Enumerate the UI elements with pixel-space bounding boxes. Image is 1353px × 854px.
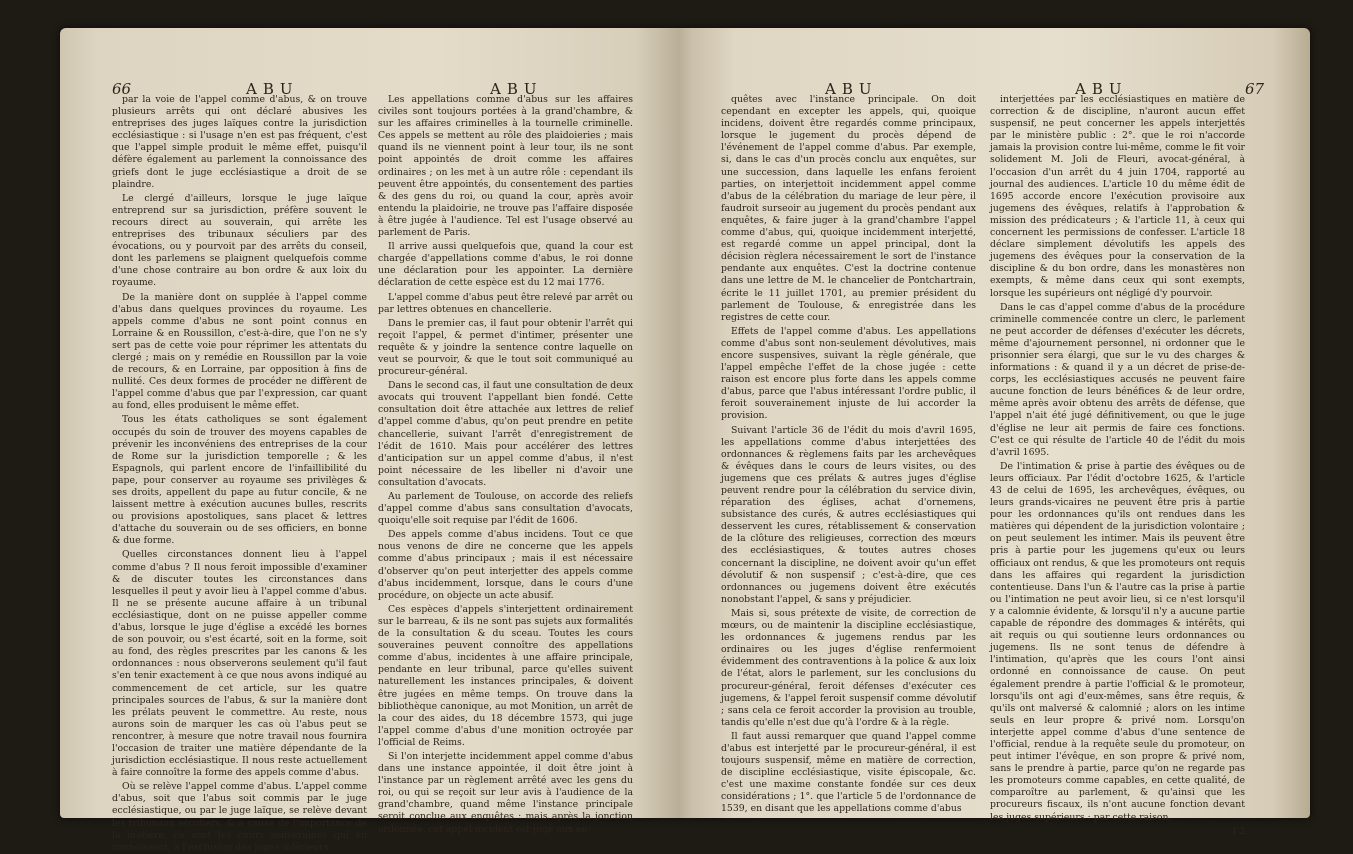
paragraph: Il faut aussi remarquer que quand l'appel comme d'abus est interjetté par le procureur-général, il est toujours suspensif, même en matière de correction, de discipline ecclésiastique, visite épiscopale, &c. c'est une maxime constante fondée sur ces deux considérations ; 1°. que l'article 5 de l'ordonnance de 1539, en disant que les appellations comme d'abus (721, 730, 976, 815)
paragraph: Au parlement de Toulouse, on accorde des reliefs d'appel comme d'abus sans consultation d'avocats, quoiqu'elle soit requise par l'édit de 1606. (378, 491, 633, 527)
right-headword-1: ABU (825, 80, 878, 98)
paragraph: Quelles circonstances donnent lieu à l'appel comme d'abus ? Il nous feroit impossible d'examiner & de discuter toutes les circonstances dans lesquelles il peut y avoir lieu à l'appel comme d'abus. Il ne se présente aucune affaire à un tribunal ecclésiastique, dont on ne puisse appeller comme d'abus, lorsque le juge d'église a excédé les bornes de son pouvoir, ou s'est écarté, soit en la forme, soit au fond, des règles prescrites par les canons & les ordonnances : nous observerons seulement qu'il faut s'en tenir exactement à ce que nous avons indiqué au commencement de cet article, sur les quatre principales sources de l'abus, & sur la manière dont les prélats peuvent le commettre. Au reste, nous aurons soin de marquer les cas où l'abus peut se rencontrer, à mesure que notre travail nous fournira l'occasion de traiter une matière dépendante de la jurisdiction ecclésiastique. Il nous reste actuellement à faire connoître la forme des appels comme d'abus. (112, 549, 367, 779)
paragraph: Ces espèces d'appels s'interjettent ordinairement sur le barreau, & ils ne sont pas sujets aux formalités de la consultation & du sceau. Toutes les cours souveraines peuvent connoître des appellations comme d'abus, incidentes à une affaire principale, pendante en leur tribunal, parce qu'elles suivent naturellement les instances principales, & doivent être jugées en même temps. On trouve dans la bibliothèque canonique, au mot Monition, un arrêt de la cour des aides, du 18 décembre 1573, qui juge l'appel comme d'abus d'une monition octroyée par l'official de Reims. (378, 603, 633, 748)
paragraph: Où se relève l'appel comme d'abus. L'appel comme d'abus, soit que l'abus soit commis par le juge ecclésiastique, ou par le juge laïque, se relève devant les tribunaux séculiers, & à cause de l'importance de la matière, ce sont les cours souveraines qui en connoissent, à l'exclusion des juges inférieurs. (112, 781, 367, 853)
left-headword-2: ABU (490, 80, 543, 98)
left-headword-1: ABU (246, 80, 299, 98)
signature-mark: I 2 (1232, 825, 1245, 837)
left-column-1 (112, 94, 367, 853)
left-column-2 (378, 94, 633, 835)
right-headword-2: ABU (1075, 80, 1128, 98)
paragraph: par la voie de l'appel comme d'abus, & on trouve plusieurs arrêts qui ont déclaré abusives les entreprises des juges laïques contre la jurisdiction ecclésiastique : si l'usage n'en est pas fréquent, c'est que l'appel simple produit le même effet, puisqu'il défère également au parlement la connoissance des griefs dont le juge ecclésiastique a droit de se plaindre. (112, 94, 367, 190)
right-page-number: 67 (1245, 80, 1265, 98)
right-page (685, 28, 1300, 837)
paragraph: L'appel comme d'abus peut être relevé par arrêt ou par lettres obtenues en chancellerie. (378, 291, 633, 315)
left-page (60, 28, 675, 853)
paragraph: Dans le second cas, il faut une consultation de deux avocats qui trouvent l'appellant bien fondé. Cette consultation doit être attachée aux lettres de relief d'appel comme d'abus, qu'on peut prendre en petite chancellerie, suivant l'arrêt d'enregistrement de l'édit de 1610. Mais pour accélérer des lettres d'anticipation sur un appel comme d'abus, il n'est point nécessaire de les libeller ni d'avoir une consultation d'avocats. (378, 380, 633, 488)
paragraph: Dans le premier cas, il faut pour obtenir l'arrêt qui reçoit l'appel, & permet d'intimer, présenter une requête & y joindre la sentence contre laquelle on veut se pourvoir, & que le tout soit communiqué au procureur-général. (378, 317, 633, 378)
paragraph: Effets de l'appel comme d'abus. Les appellations comme d'abus sont non-seulement dévolutives, mais encore suspensives, suivant la règle générale, que l'appel empêche l'effet de la chose jugée : cette raison est encore plus forte dans les appels comme d'abus, parce que l'abus intéressant l'ordre public, il feroit souverainement injuste de lui accorder la provision. (721, 325, 976, 422)
left-page-number: 66 (112, 80, 132, 98)
paragraph: Tous les états catholiques se sont également occupés du soin de trouver des moyens capables de prévenir les inconvéniens des entreprises de la cour de Rome sur la jurisdiction temporelle ; & les Espagnols, qui parlent encore de l'infaillibilité du pape, pour conserver au royaume ses privilèges & ses droits, appellent du pape au futur concile, & ne laissent mettre à exécution aucunes bulles, rescrits ou provisions apostoliques, sans placet & lettres d'attache du souverain ou de ses officiers, en bonne & due forme. (112, 414, 367, 547)
paragraph: Le clergé d'ailleurs, lorsque le juge laïque entreprend sur sa jurisdiction, préfère souvent le recours direct au souverain, qui arrête les entreprises des tribunaux séculiers par des évocations, ou y pourvoit par des arrêts du conseil, dont les parlemens se plaignent quelquefois comme d'une chose contraire au bon ordre & aux loix du royaume. (112, 192, 367, 289)
paragraph: Mais si, sous prétexte de visite, de correction de mœurs, ou de maintenir la discipline ecclésiastique, les ordonnances & jugemens rendus par les ordinaires ou les juges d'église renfermoient évidemment des contraventions à la police & aux loix de l'état, alors le parlement, sur les conclusions du procureur-général, feroit défenses d'exécuter ces jugemens, & l'appel feroit suspensif comme dévolutif ; sans cela ce feroit accorder la provision au trouble, tandis qu'elle n'est due qu'à l'ordre & à la règle. (721, 607, 976, 728)
paragraph: quêtes avec l'instance principale. On doit cependant en excepter les appels, qui, quoique incidens, doivent être regardés comme principaux, lorsque le jugement du procès dépend de l'événement de l'appel comme d'abus. Par exemple, si, dans le cas d'un procès conclu aux enquêtes, sur une succession, dans laquelle les enfans feroient parties, on interjettoit incidemment appel comme d'abus de la célébration du mariage de leur père, il faudroit surseoir au jugement du procès pendant aux enquêtes, & faire juger à la grand'chambre l'appel comme d'abus, qui, quoique incidemment interjetté, est regardé comme un appel principal, dont la décision règlera nécessairement le sort de l'instance pendante aux enquêtes. C'est la doctrine contenue dans une lettre de M. le chancelier de Pontchartrain, écrite le 11 juillet 1701, au premier président du parlement de Toulouse, & enregistrée dans les registres de cette cour. (721, 94, 976, 323)
paragraph: Les appellations comme d'abus sur les affaires civiles sont toujours portées à la grand'chambre, & sur les affaires criminelles à la tournelle criminelle. Ces appels se mettent au rôle des plaidoieries ; mais quand ils ne viennent point à leur tour, ils ne sont point appointés de droit comme les affaires ordinaires ; on les met à un autre rôle : cependant ils peuvent être appointés, du consentement des parties & des gens du roi, ou quand la cour, après avoir entendu la plaidoirie, ne trouve pas l'affaire disposée à être jugée à l'audience. Tel est l'usage observé au parlement de Paris. (378, 94, 633, 239)
open-book (60, 28, 1310, 853)
paragraph: Il arrive aussi quelquefois que, quand la cour est chargée d'appellations comme d'abus, le roi donne une déclaration pour les appointer. La dernière déclaration de cette espèce est du 12 mai 1776. (378, 241, 633, 289)
paragraph: De l'intimation & prise à partie des évêques ou de leurs officiaux. Par l'édit d'octobre 1625, & l'article 43 de celui de 1695, les archevêques, évêques, ou leurs grands-vicaires ne peuvent être pris à partie pour les ordonnances qu'ils ont rendues dans les matières qui dépendent de la jurisdiction volontaire ; on peut seulement les intimer. Mais ils peuvent être pris à partie pour les jugemens qu'eux ou leurs officiaux ont rendus, & que les promoteurs ont requis dans les affaires qui regardent la jurisdiction contentieuse. Dans l'un & l'autre cas la prise à partie ou l'intimation ne peut avoir lieu, si ce n'est lorsqu'il y a calomnie évidente, & lorsqu'il n'y a aucune partie capable de répondre des dommages & intérêts, qui ait requis ou qui soutienne leurs ordonnances ou jugemens. Ils ne sont tenus de défendre à l'intimation, qu'après que les cours l'ont ainsi ordonné en connoissance de cause. On peut également prendre à partie l'official & le promoteur, lorsqu'ils ont agi d'eux-mêmes, sans être requis, & qu'ils ont malversé & calomnié ; alors on les intime seuls en leur propre & privé nom. Lorsqu'on interjette appel comme d'abus d'une sentence de l'official, rendue à la requête seule du promoteur, on peut intimer l'évêque, en son propre & privé nom, sans le prendre à partie, parce qu'on ne regarde pas les promoteurs comme capables, en cette qualité, de comparoître au parlement, & qu'ainsi que les procureurs fiscaux, ils n'ont aucune fonction devant les juges supérieurs : par cette raison, (990, 460, 1245, 823)
right-column-2 (990, 94, 1245, 837)
paragraph: Dans le cas d'appel comme d'abus de la procédure criminelle commencée contre un clerc, le parlement ne peut accorder de défenses d'exécuter les décrets, même d'ajournement personnel, ni ordonner que le prisonnier sera élargi, que sur le vu des charges & informations : & quand il y a un décret de prise-de-corps, les ecclésiastiques accusés ne peuvent faire aucune fonction de leurs bénéfices & de leur ordre, même après avoir obtenu des arrêts de défense, que l'appel n'ait été jugé définitivement, ou que le juge d'église ne leur ait permis de faire ces fonctions. C'est ce qui résulte de l'article 40 de l'édit du mois d'avril 1695. (990, 301, 1245, 458)
right-column-1 (721, 94, 976, 814)
paragraph: Des appels comme d'abus incidens. Tout ce que nous venons de dire ne concerne que les appels comme d'abus principaux ; mais il est nécessaire d'observer qu'on peut interjetter des appels comme d'abus incidemment, lorsque, dans le cours d'une procédure, on objecte un acte abusif. (378, 529, 633, 601)
paragraph: Si l'on interjette incidemment appel comme d'abus dans une instance appointée, il doit être joint à l'instance par un règlement arrêté avec les gens du roi, ou qui se reçoit sur leur avis à l'audience de la grand'chambre, quand même l'instance principale seroit conclue aux enquêtes : mais après la jonction ordonnée, cet appel incident est jugé aux en- (378, 750, 633, 835)
paragraph: Suivant l'article 36 de l'édit du mois d'avril 1695, les appellations comme d'abus interjettées des ordonnances & règlemens faits par les archevêques & évêques dans le cours de leurs visites, ou des jugemens que ces prélats & autres juges d'église peuvent rendre pour la célébration du service divin, réparation des églises, achat d'ornemens, subsistance des curés, & autres ecclésiastiques qui desservent les cures, rétablissement & conservation de la clôture des religieuses, correction des mœurs des ecclésiastiques, & toutes autres choses concernant la discipline, ne doivent avoir qu'un effet dévolutif & non suspensif ; c'est-à-dire, que ces ordonnances ou jugemens doivent être exécutés nonobstant l'appel, & sans y préjudicier. (721, 424, 976, 605)
paragraph: interjettées par les ecclésiastiques en matière de correction & de discipline, n'auront aucun effet suspensif, ne peut concerner les appels interjettés par le ministère public : 2°. que le roi n'accorde jamais la provision contre lui-même, comme le fit voir solidement M. Joli de Fleuri, avocat-général, à l'occasion d'un arrêt du 4 juin 1704, rapporté au journal des audiences. L'article 10 du même édit de 1695 accorde encore l'exécution provisoire aux jugemens des évêques, relatifs à l'approbation & mission des prédicateurs ; & l'article 11, à ceux qui concernent les permissions de confesser. L'article 18 déclare simplement dévolutifs les appels des jugemens des évêques pour la conservation de la discipline & du bon ordre, dans les monastères non exempts, & même dans ceux qui sont exempts, lorsque les supérieurs ont négligé d'y pourvoir. (990, 94, 1245, 299)
paragraph: De la manière dont on supplée à l'appel comme d'abus dans quelques provinces du royaume. Les appels comme d'abus ne sont point connus en Lorraine & en Roussillon, c'est-à-dire, que l'on ne s'y sert pas de cette voie pour réprimer les attentats du clergé ; mais on y remédie en Roussillon par la voie de recours, & en Lorraine, par opposition à fins de nullité. Ces deux formes de procéder ne diffèrent de l'appel comme d'abus que par l'expression, car quant au fond, elles produisent le même effet. (112, 291, 367, 412)
